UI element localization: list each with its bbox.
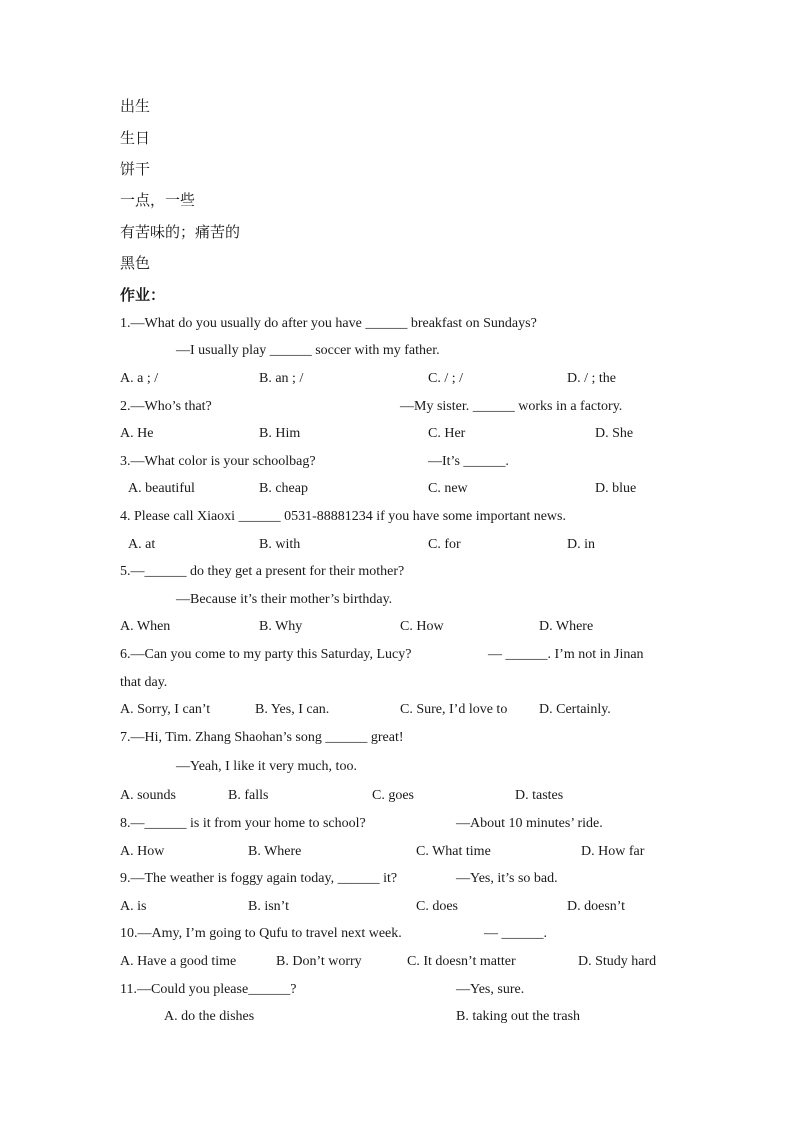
question-5-option-c: C. How xyxy=(400,619,444,634)
question-4-option-c: C. for xyxy=(428,537,461,552)
question-8-option-a: A. How xyxy=(120,844,165,859)
question-10-option-b: B. Don’t worry xyxy=(276,954,362,969)
question-6-stem: 6.—Can you come to my party this Saturday, Lucy? xyxy=(120,647,412,662)
question-11-option-b: B. taking out the trash xyxy=(456,1009,581,1024)
question-4-option-b: B. with xyxy=(259,537,301,552)
question-4-option-a: A. at xyxy=(128,537,156,552)
question-11-reply: —Yes, sure. xyxy=(456,982,525,997)
question-3-option-b: B. cheap xyxy=(259,481,308,496)
question-9-option-b: B. isn’t xyxy=(248,899,289,914)
question-1-option-a: A. a ; / xyxy=(120,371,159,386)
question-5-stem: 5.—______ do they get a present for their mother? xyxy=(120,564,405,579)
question-2-option-a: A. He xyxy=(120,426,154,441)
vocab-item-1: 出生 xyxy=(120,97,151,115)
question-7-option-a: A. sounds xyxy=(120,788,177,803)
question-9-option-a: A. is xyxy=(120,899,147,914)
question-2-stem: 2.—Who’s that? xyxy=(120,399,212,414)
question-10-option-c: C. It doesn’t matter xyxy=(407,954,516,969)
question-8-option-b: B. Where xyxy=(248,844,302,859)
question-5-reply: —Because it’s their mother’s birthday. xyxy=(176,592,393,607)
vocab-item-3: 饼干 xyxy=(120,160,151,178)
vocab-item-5: 有苦味的；痛苦的 xyxy=(120,223,241,241)
question-6-reply: — ______. I’m not in Jinan xyxy=(488,647,644,662)
vocab-item-2: 生日 xyxy=(120,129,151,147)
question-10-stem: 10.—Amy, I’m going to Qufu to travel next week. xyxy=(120,926,402,941)
question-3-option-a: A. beautiful xyxy=(128,481,195,496)
question-3-option-d: D. blue xyxy=(595,481,637,496)
question-7-option-b: B. falls xyxy=(228,788,269,803)
question-8-stem: 8.—______ is it from your home to school? xyxy=(120,816,366,831)
question-2-option-c: C. Her xyxy=(428,426,466,441)
question-1-stem: 1.—What do you usually do after you have ______ breakfast on Sundays? xyxy=(120,316,537,331)
question-1-option-c: C. / ; / xyxy=(428,371,464,386)
question-7-option-d: D. tastes xyxy=(515,788,564,803)
question-1-option-b: B. an ; / xyxy=(259,371,304,386)
vocab-item-4: 一点，一些 xyxy=(120,191,196,209)
question-9-option-d: D. doesn’t xyxy=(567,899,626,914)
homework-heading: 作业： xyxy=(120,286,166,304)
question-5-option-a: A. When xyxy=(120,619,171,634)
question-9-reply: —Yes, it’s so bad. xyxy=(456,871,558,886)
question-9-option-c: C. does xyxy=(416,899,458,914)
question-4-option-d: D. in xyxy=(567,537,595,552)
question-9-stem: 9.—The weather is foggy again today, ______ it? xyxy=(120,871,398,886)
question-2-reply: —My sister. ______ works in a factory. xyxy=(400,399,623,414)
question-4-stem: 4. Please call Xiaoxi ______ 0531-88881234 if you have some important news. xyxy=(120,509,566,524)
question-6-option-d: D. Certainly. xyxy=(539,702,611,717)
question-10-option-d: D. Study hard xyxy=(578,954,657,969)
question-6-option-c: C. Sure, I’d love to xyxy=(400,702,508,717)
question-3-stem: 3.—What color is your schoolbag? xyxy=(120,454,316,469)
question-10-option-a: A. Have a good time xyxy=(120,954,237,969)
question-8-option-d: D. How far xyxy=(581,844,645,859)
question-7-option-c: C. goes xyxy=(372,788,414,803)
question-5-option-d: D. Where xyxy=(539,619,594,634)
question-11-option-a: A. do the dishes xyxy=(164,1009,255,1024)
vocab-item-6: 黑色 xyxy=(120,254,151,272)
question-8-option-c: C. What time xyxy=(416,844,491,859)
question-5-option-b: B. Why xyxy=(259,619,303,634)
question-1-reply: —I usually play ______ soccer with my father. xyxy=(176,343,440,358)
question-8-reply: —About 10 minutes’ ride. xyxy=(456,816,603,831)
question-7-reply: —Yeah, I like it very much, too. xyxy=(176,759,357,774)
question-6-continuation: that day. xyxy=(120,675,168,690)
question-2-option-b: B. Him xyxy=(259,426,301,441)
question-3-reply: —It’s ______. xyxy=(428,454,509,469)
question-11-stem: 11.—Could you please______? xyxy=(120,982,297,997)
question-7-stem: 7.—Hi, Tim. Zhang Shaohan’s song ______ great! xyxy=(120,730,404,745)
question-1-option-d: D. / ; the xyxy=(567,371,616,386)
question-6-option-b: B. Yes, I can. xyxy=(255,702,330,717)
question-2-option-d: D. She xyxy=(595,426,634,441)
question-10-reply: — ______. xyxy=(484,926,547,941)
question-3-option-c: C. new xyxy=(428,481,468,496)
question-6-option-a: A. Sorry, I can’t xyxy=(120,702,211,717)
